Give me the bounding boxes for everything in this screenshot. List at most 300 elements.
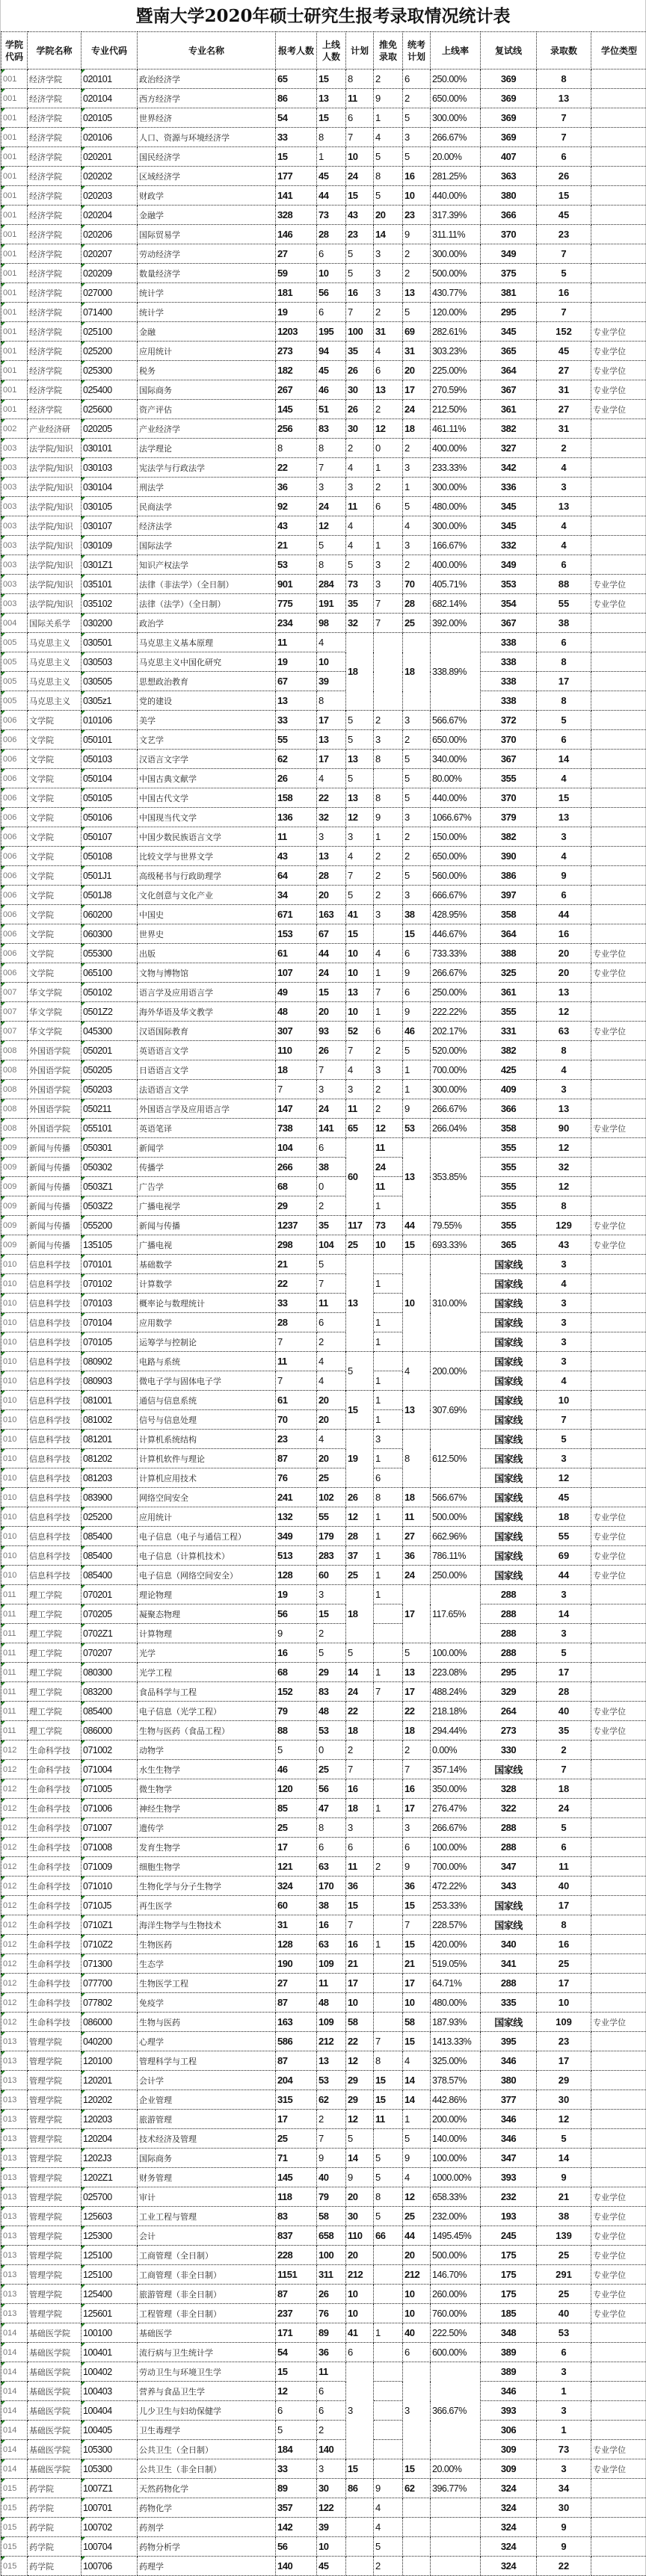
cell-retest-line[interactable]: 370 (481, 730, 537, 750)
cell-major-name[interactable]: 发育生物学 (138, 1838, 276, 1857)
cell-pass-rate[interactable]: 519.05% (431, 1954, 481, 1974)
cell-exempt[interactable]: 2 (374, 2557, 403, 2576)
cell-plan[interactable]: 7 (346, 128, 374, 147)
cell-applicants[interactable]: 68 (276, 1663, 317, 1682)
cell-pass-rate[interactable]: 430.77% (431, 283, 481, 303)
cell-degree-type[interactable] (591, 808, 646, 827)
cell-pass-rate[interactable]: 300.00% (431, 478, 481, 497)
cell-college-code[interactable]: 015 (1, 2518, 28, 2537)
cell-plan[interactable]: 58 (346, 2013, 374, 2032)
cell-major-name[interactable]: 技术经济及管理 (138, 2129, 276, 2149)
cell-admitted[interactable]: 10 (537, 1993, 591, 2013)
cell-plan[interactable]: 5 (346, 1643, 374, 1663)
cell-pass-rate[interactable]: 378.57% (431, 2071, 481, 2090)
cell-degree-type[interactable] (591, 2401, 646, 2421)
cell-passed[interactable]: 45 (317, 2557, 346, 2576)
cell-major-code[interactable]: 071009 (81, 1857, 138, 1877)
cell-admitted[interactable]: 23 (537, 2032, 591, 2051)
cell-retest-line[interactable]: 325 (481, 963, 537, 983)
cell-exempt[interactable]: 2 (374, 478, 403, 497)
cell-college-code[interactable]: 001 (1, 303, 28, 322)
cell-college-name[interactable]: 文学院 (28, 886, 81, 905)
cell-exam-plan[interactable]: 3 (403, 886, 431, 905)
cell-exam-plan[interactable]: 70 (403, 575, 431, 594)
cell-college-code[interactable]: 006 (1, 963, 28, 983)
cell-college-name[interactable]: 生命科学技 (28, 1760, 81, 1779)
cell-college-code[interactable]: 013 (1, 2149, 28, 2168)
cell-exam-plan[interactable]: 58 (403, 2013, 431, 2032)
cell-applicants[interactable]: 54 (276, 108, 317, 128)
cell-applicants[interactable]: 11 (276, 1352, 317, 1371)
cell-applicants[interactable]: 43 (276, 516, 317, 536)
cell-passed[interactable]: 6 (317, 244, 346, 264)
cell-applicants[interactable]: 23 (276, 1430, 317, 1449)
cell-exempt[interactable] (374, 1779, 403, 1799)
cell-retest-line[interactable]: 379 (481, 808, 537, 827)
cell-applicants[interactable]: 33 (276, 2459, 317, 2479)
cell-college-name[interactable]: 信息科学技 (28, 1371, 81, 1391)
cell-exempt[interactable]: 8 (374, 2187, 403, 2207)
cell-retest-line[interactable]: 347 (481, 1857, 537, 1877)
cell-exempt[interactable]: 8 (374, 1488, 403, 1507)
cell-degree-type[interactable] (591, 788, 646, 808)
cell-admitted[interactable]: 23 (537, 225, 591, 244)
cell-major-name[interactable]: 税务 (138, 361, 276, 380)
cell-admitted[interactable]: 15 (537, 186, 591, 206)
cell-plan[interactable]: 86 (346, 2479, 374, 2498)
cell-passed[interactable]: 45 (317, 167, 346, 186)
cell-exam-plan[interactable]: 3 (403, 128, 431, 147)
cell-applicants[interactable]: 12 (276, 2382, 317, 2401)
cell-passed[interactable]: 67 (317, 924, 346, 944)
cell-college-name[interactable]: 信息科学技 (28, 1430, 81, 1449)
cell-applicants[interactable]: 153 (276, 924, 317, 944)
cell-degree-type[interactable]: 专业学位 (591, 1721, 646, 1741)
cell-major-code[interactable]: 060200 (81, 905, 138, 924)
cell-college-name[interactable]: 管理学院 (28, 2187, 81, 2207)
cell-pass-rate[interactable]: 340.00% (431, 750, 481, 769)
cell-college-name[interactable]: 经济学院 (28, 225, 81, 244)
cell-passed[interactable]: 83 (317, 1682, 346, 1702)
cell-college-name[interactable]: 马克思主义 (28, 633, 81, 652)
cell-major-name[interactable]: 电子信息（电子与通信工程） (138, 1527, 276, 1546)
cell-college-code[interactable]: 010 (1, 1527, 28, 1546)
cell-college-name[interactable]: 信息科学技 (28, 1468, 81, 1488)
cell-admitted[interactable]: 2 (537, 439, 591, 458)
cell-college-name[interactable]: 外国语学院 (28, 1041, 81, 1060)
cell-admitted[interactable]: 31 (537, 419, 591, 439)
cell-major-code[interactable]: 085400 (81, 1527, 138, 1546)
cell-applicants[interactable]: 43 (276, 847, 317, 866)
cell-college-code[interactable]: 010 (1, 1371, 28, 1391)
cell-admitted[interactable]: 43 (537, 1235, 591, 1255)
cell-passed[interactable]: 3 (317, 1080, 346, 1099)
cell-major-name[interactable]: 日语语言文学 (138, 1060, 276, 1080)
cell-major-name[interactable]: 光学工程 (138, 1663, 276, 1682)
cell-admitted[interactable]: 69 (537, 1546, 591, 1566)
cell-pass-rate[interactable]: 260.00% (431, 2285, 481, 2304)
cell-admitted[interactable]: 20 (537, 963, 591, 983)
cell-college-name[interactable]: 法学院/知识 (28, 516, 81, 536)
cell-admitted[interactable]: 16 (537, 283, 591, 303)
cell-retest-line[interactable]: 338 (481, 691, 537, 711)
cell-degree-type[interactable] (591, 2129, 646, 2149)
cell-degree-type[interactable] (591, 2362, 646, 2382)
cell-plan[interactable]: 10 (346, 944, 374, 963)
cell-admitted[interactable]: 17 (537, 1663, 591, 1682)
cell-exempt[interactable]: 6 (374, 1468, 403, 1488)
cell-admitted[interactable]: 129 (537, 1216, 591, 1235)
cell-exempt[interactable]: 8 (374, 750, 403, 769)
cell-major-code[interactable]: 070102 (81, 1274, 138, 1294)
cell-pass-rate[interactable]: 100.00% (431, 2149, 481, 2168)
cell-admitted[interactable]: 3 (537, 827, 591, 847)
cell-pass-rate[interactable]: 325.00% (431, 2051, 481, 2071)
cell-exempt[interactable]: 8 (374, 167, 403, 186)
cell-exempt[interactable]: 2 (374, 1041, 403, 1060)
cell-exam-plan[interactable]: 23 (403, 206, 431, 225)
cell-major-code[interactable]: 070104 (81, 1313, 138, 1332)
cell-applicants[interactable]: 110 (276, 1041, 317, 1060)
cell-college-code[interactable]: 009 (1, 1158, 28, 1177)
cell-applicants[interactable]: 85 (276, 1799, 317, 1818)
cell-applicants[interactable]: 53 (276, 555, 317, 575)
cell-passed[interactable]: 38 (317, 1896, 346, 1915)
cell-applicants[interactable]: 234 (276, 614, 317, 633)
cell-major-code[interactable]: 020106 (81, 128, 138, 147)
cell-applicants[interactable]: 136 (276, 808, 317, 827)
cell-exam-plan[interactable]: 17 (403, 1799, 431, 1818)
cell-degree-type[interactable] (591, 1002, 646, 1022)
cell-college-name[interactable]: 新闻与传播 (28, 1196, 81, 1216)
cell-retest-line[interactable]: 358 (481, 1119, 537, 1138)
cell-exam-plan[interactable]: 1 (403, 478, 431, 497)
cell-plan[interactable]: 19 (346, 1430, 374, 1488)
cell-passed[interactable]: 25 (317, 1468, 346, 1488)
cell-retest-line[interactable]: 355 (481, 1216, 537, 1235)
cell-college-code[interactable]: 012 (1, 1954, 28, 1974)
cell-applicants[interactable]: 87 (276, 2285, 317, 2304)
cell-exempt[interactable] (374, 2129, 403, 2149)
cell-college-code[interactable]: 009 (1, 1235, 28, 1255)
cell-exempt[interactable]: 3 (374, 1430, 403, 1449)
cell-college-code[interactable]: 006 (1, 750, 28, 769)
cell-exempt[interactable]: 1 (374, 827, 403, 847)
cell-admitted[interactable]: 3 (537, 1080, 591, 1099)
cell-degree-type[interactable] (591, 905, 646, 924)
cell-major-code[interactable]: 0301Z1 (81, 555, 138, 575)
cell-pass-rate[interactable]: 232.00% (431, 2207, 481, 2226)
cell-college-name[interactable]: 基础医学院 (28, 2343, 81, 2362)
cell-exam-plan[interactable]: 25 (403, 614, 431, 633)
cell-major-code[interactable]: 030103 (81, 458, 138, 478)
cell-college-code[interactable]: 004 (1, 614, 28, 633)
cell-major-code[interactable]: 025200 (81, 1507, 138, 1527)
cell-admitted[interactable]: 11 (537, 1857, 591, 1877)
cell-college-name[interactable]: 管理学院 (28, 2090, 81, 2110)
cell-major-name[interactable]: 法学理论 (138, 439, 276, 458)
cell-retest-line[interactable]: 358 (481, 905, 537, 924)
cell-major-code[interactable]: 025200 (81, 342, 138, 361)
cell-applicants[interactable]: 5 (276, 1741, 317, 1760)
cell-admitted[interactable]: 5 (537, 1643, 591, 1663)
cell-college-code[interactable]: 006 (1, 924, 28, 944)
cell-college-name[interactable]: 理工学院 (28, 1682, 81, 1702)
cell-pass-rate[interactable]: 0.00% (431, 1741, 481, 1760)
cell-passed[interactable]: 6 (317, 2401, 346, 2421)
cell-college-name[interactable]: 文学院 (28, 963, 81, 983)
cell-degree-type[interactable] (591, 2382, 646, 2401)
cell-major-name[interactable]: 凝聚态物理 (138, 1604, 276, 1624)
cell-degree-type[interactable] (591, 458, 646, 478)
cell-exempt[interactable]: 7 (374, 983, 403, 1002)
cell-retest-line[interactable]: 324 (481, 2498, 537, 2518)
cell-applicants[interactable]: 241 (276, 1488, 317, 1507)
cell-admitted[interactable]: 13 (537, 808, 591, 827)
cell-college-code[interactable]: 015 (1, 2557, 28, 2576)
cell-admitted[interactable]: 4 (537, 769, 591, 788)
cell-exam-plan[interactable]: 3 (403, 1818, 431, 1838)
cell-passed[interactable]: 44 (317, 186, 346, 206)
cell-degree-type[interactable] (591, 750, 646, 769)
cell-major-name[interactable]: 财政学 (138, 186, 276, 206)
cell-plan[interactable]: 30 (346, 419, 374, 439)
cell-college-code[interactable]: 006 (1, 769, 28, 788)
cell-exempt[interactable]: 6 (374, 1022, 403, 1041)
cell-exam-plan[interactable]: 13 (403, 1391, 431, 1430)
cell-admitted[interactable]: 4 (537, 516, 591, 536)
cell-major-name[interactable]: 民商法学 (138, 497, 276, 516)
cell-plan[interactable]: 2 (346, 439, 374, 458)
cell-college-name[interactable]: 马克思主义 (28, 652, 81, 672)
cell-plan[interactable] (346, 2518, 374, 2537)
cell-major-code[interactable]: 125601 (81, 2304, 138, 2323)
cell-major-code[interactable]: 045300 (81, 1022, 138, 1041)
cell-retest-line[interactable]: 338 (481, 652, 537, 672)
cell-passed[interactable]: 32 (317, 808, 346, 827)
cell-admitted[interactable]: 25 (537, 1954, 591, 1974)
cell-college-name[interactable]: 管理学院 (28, 2226, 81, 2246)
cell-exam-plan[interactable]: 3 (403, 2362, 431, 2459)
cell-major-name[interactable]: 通信与信息系统 (138, 1391, 276, 1410)
cell-passed[interactable]: 15 (317, 1604, 346, 1624)
cell-college-code[interactable]: 001 (1, 186, 28, 206)
cell-plan[interactable]: 6 (346, 2343, 374, 2362)
cell-plan[interactable]: 60 (346, 1138, 374, 1216)
cell-admitted[interactable]: 3 (537, 1255, 591, 1274)
cell-passed[interactable]: 102 (317, 1488, 346, 1507)
cell-passed[interactable]: 11 (317, 1974, 346, 1993)
cell-college-code[interactable]: 006 (1, 730, 28, 750)
cell-major-code[interactable]: 025700 (81, 2187, 138, 2207)
cell-retest-line[interactable]: 国家线 (481, 1352, 537, 1371)
cell-exam-plan[interactable] (403, 2557, 431, 2576)
cell-plan[interactable]: 8 (346, 70, 374, 89)
cell-major-name[interactable]: 公共卫生（非全日制） (138, 2459, 276, 2479)
cell-major-name[interactable]: 微电子学与固体电子学 (138, 1371, 276, 1391)
cell-major-name[interactable]: 思想政治教育 (138, 672, 276, 691)
cell-major-code[interactable]: 070105 (81, 1332, 138, 1352)
cell-degree-type[interactable]: 专业学位 (591, 400, 646, 419)
cell-applicants[interactable]: 146 (276, 225, 317, 244)
cell-exam-plan[interactable]: 4 (403, 2168, 431, 2187)
cell-exempt[interactable]: 8 (374, 788, 403, 808)
cell-admitted[interactable]: 27 (537, 361, 591, 380)
cell-applicants[interactable]: 190 (276, 1954, 317, 1974)
cell-major-code[interactable]: 020205 (81, 419, 138, 439)
cell-exempt[interactable]: 1 (374, 536, 403, 555)
cell-exam-plan[interactable]: 4 (403, 1352, 431, 1391)
cell-passed[interactable]: 47 (317, 1799, 346, 1818)
cell-college-code[interactable]: 011 (1, 1624, 28, 1643)
cell-applicants[interactable]: 86 (276, 89, 317, 108)
cell-passed[interactable]: 60 (317, 1566, 346, 1585)
cell-college-code[interactable]: 012 (1, 1779, 28, 1799)
cell-major-code[interactable]: 071010 (81, 1877, 138, 1896)
cell-retest-line[interactable]: 389 (481, 2362, 537, 2382)
cell-degree-type[interactable] (591, 711, 646, 730)
cell-college-name[interactable]: 药学院 (28, 2557, 81, 2576)
cell-applicants[interactable]: 71 (276, 2149, 317, 2168)
cell-applicants[interactable]: 307 (276, 1022, 317, 1041)
cell-degree-type[interactable] (591, 1255, 646, 1274)
cell-admitted[interactable]: 3 (537, 2362, 591, 2382)
cell-college-name[interactable]: 经济学院 (28, 167, 81, 186)
cell-plan[interactable]: 212 (346, 2265, 374, 2285)
cell-exempt[interactable] (374, 2382, 403, 2401)
cell-major-name[interactable]: 动物学 (138, 1741, 276, 1760)
cell-college-name[interactable]: 管理学院 (28, 2246, 81, 2265)
cell-major-code[interactable]: 120201 (81, 2071, 138, 2090)
cell-admitted[interactable]: 3 (537, 478, 591, 497)
cell-major-code[interactable]: 050104 (81, 769, 138, 788)
cell-major-code[interactable]: 080903 (81, 1371, 138, 1391)
cell-retest-line[interactable]: 国家线 (481, 1332, 537, 1352)
cell-passed[interactable]: 7 (317, 1274, 346, 1294)
cell-major-name[interactable]: 高级秘书与行政助理学 (138, 866, 276, 886)
cell-passed[interactable]: 109 (317, 1954, 346, 1974)
cell-exempt[interactable]: 5 (374, 147, 403, 167)
cell-applicants[interactable]: 17 (276, 2110, 317, 2129)
cell-retest-line[interactable]: 369 (481, 128, 537, 147)
cell-retest-line[interactable]: 国家线 (481, 1430, 537, 1449)
cell-college-code[interactable]: 007 (1, 983, 28, 1002)
cell-pass-rate[interactable] (431, 2557, 481, 2576)
cell-admitted[interactable]: 4 (537, 536, 591, 555)
cell-major-name[interactable]: 文艺学 (138, 730, 276, 750)
cell-pass-rate[interactable]: 303.23% (431, 342, 481, 361)
cell-admitted[interactable]: 5 (537, 2129, 591, 2149)
cell-plan[interactable]: 18 (346, 1799, 374, 1818)
cell-pass-rate[interactable]: 281.25% (431, 167, 481, 186)
cell-admitted[interactable]: 1 (537, 2421, 591, 2440)
cell-exam-plan[interactable]: 5 (403, 866, 431, 886)
cell-degree-type[interactable] (591, 1274, 646, 1294)
cell-college-code[interactable]: 011 (1, 1682, 28, 1702)
cell-major-name[interactable]: 法律（非法学）（全日制） (138, 575, 276, 594)
cell-major-name[interactable]: 卫生毒理学 (138, 2421, 276, 2440)
cell-passed[interactable]: 0 (317, 1177, 346, 1196)
cell-retest-line[interactable]: 393 (481, 2168, 537, 2187)
cell-pass-rate[interactable]: 100.00% (431, 1838, 481, 1857)
cell-admitted[interactable]: 6 (537, 1838, 591, 1857)
cell-passed[interactable]: 53 (317, 2071, 346, 2090)
cell-college-name[interactable]: 理工学院 (28, 1663, 81, 1682)
cell-retest-line[interactable]: 288 (481, 1838, 537, 1857)
cell-college-code[interactable]: 014 (1, 2459, 28, 2479)
cell-major-name[interactable]: 免疫学 (138, 1993, 276, 2013)
cell-applicants[interactable]: 59 (276, 264, 317, 283)
cell-retest-line[interactable]: 369 (481, 89, 537, 108)
cell-major-code[interactable]: 100702 (81, 2518, 138, 2537)
cell-plan[interactable]: 3 (346, 478, 374, 497)
cell-plan[interactable]: 29 (346, 2071, 374, 2090)
cell-applicants[interactable]: 61 (276, 944, 317, 963)
cell-admitted[interactable]: 63 (537, 1022, 591, 1041)
cell-retest-line[interactable]: 382 (481, 1041, 537, 1060)
cell-college-name[interactable]: 新闻与传播 (28, 1138, 81, 1158)
cell-exam-plan[interactable]: 3 (403, 808, 431, 827)
cell-college-name[interactable]: 经济学院 (28, 400, 81, 419)
cell-admitted[interactable]: 13 (537, 89, 591, 108)
cell-major-code[interactable]: 030105 (81, 497, 138, 516)
cell-pass-rate[interactable]: 64.71% (431, 1974, 481, 1993)
cell-exempt[interactable]: 13 (374, 380, 403, 400)
cell-college-code[interactable]: 012 (1, 1915, 28, 1935)
cell-retest-line[interactable]: 288 (481, 1643, 537, 1663)
cell-college-code[interactable]: 013 (1, 2090, 28, 2110)
cell-major-name[interactable]: 区域经济学 (138, 167, 276, 186)
cell-college-name[interactable]: 基础医学院 (28, 2323, 81, 2343)
cell-applicants[interactable]: 357 (276, 2498, 317, 2518)
cell-passed[interactable]: 6 (317, 2382, 346, 2401)
cell-pass-rate[interactable]: 733.33% (431, 944, 481, 963)
cell-major-name[interactable]: 经济法学 (138, 516, 276, 536)
cell-degree-type[interactable] (591, 827, 646, 847)
cell-retest-line[interactable]: 295 (481, 1663, 537, 1682)
cell-major-name[interactable]: 国际商务 (138, 380, 276, 400)
cell-passed[interactable]: 24 (317, 963, 346, 983)
cell-degree-type[interactable] (591, 1585, 646, 1604)
cell-college-code[interactable]: 013 (1, 2246, 28, 2265)
cell-college-code[interactable]: 012 (1, 1993, 28, 2013)
cell-exempt[interactable]: 1 (374, 458, 403, 478)
cell-retest-line[interactable]: 364 (481, 924, 537, 944)
cell-retest-line[interactable]: 国家线 (481, 1488, 537, 1507)
cell-degree-type[interactable] (591, 1624, 646, 1643)
cell-degree-type[interactable]: 专业学位 (591, 380, 646, 400)
cell-pass-rate[interactable]: 250.00% (431, 70, 481, 89)
cell-major-code[interactable]: 035101 (81, 575, 138, 594)
cell-exempt[interactable]: 66 (374, 2226, 403, 2246)
cell-major-name[interactable]: 刑法学 (138, 478, 276, 497)
cell-plan[interactable]: 10 (346, 1002, 374, 1022)
cell-passed[interactable]: 56 (317, 283, 346, 303)
cell-exam-plan[interactable]: 6 (403, 944, 431, 963)
cell-major-name[interactable]: 党的建设 (138, 691, 276, 711)
cell-college-name[interactable]: 基础医学院 (28, 2421, 81, 2440)
cell-retest-line[interactable]: 309 (481, 2440, 537, 2459)
cell-exam-plan[interactable]: 13 (403, 1663, 431, 1682)
cell-exempt[interactable]: 2 (374, 866, 403, 886)
cell-exempt[interactable]: 8 (374, 2051, 403, 2071)
cell-retest-line[interactable]: 341 (481, 1954, 537, 1974)
cell-pass-rate[interactable]: 1066.67% (431, 808, 481, 827)
cell-exempt[interactable]: 2 (374, 303, 403, 322)
cell-applicants[interactable]: 49 (276, 983, 317, 1002)
cell-college-name[interactable]: 信息科学技 (28, 1527, 81, 1546)
cell-exam-plan[interactable]: 9 (403, 1002, 431, 1022)
